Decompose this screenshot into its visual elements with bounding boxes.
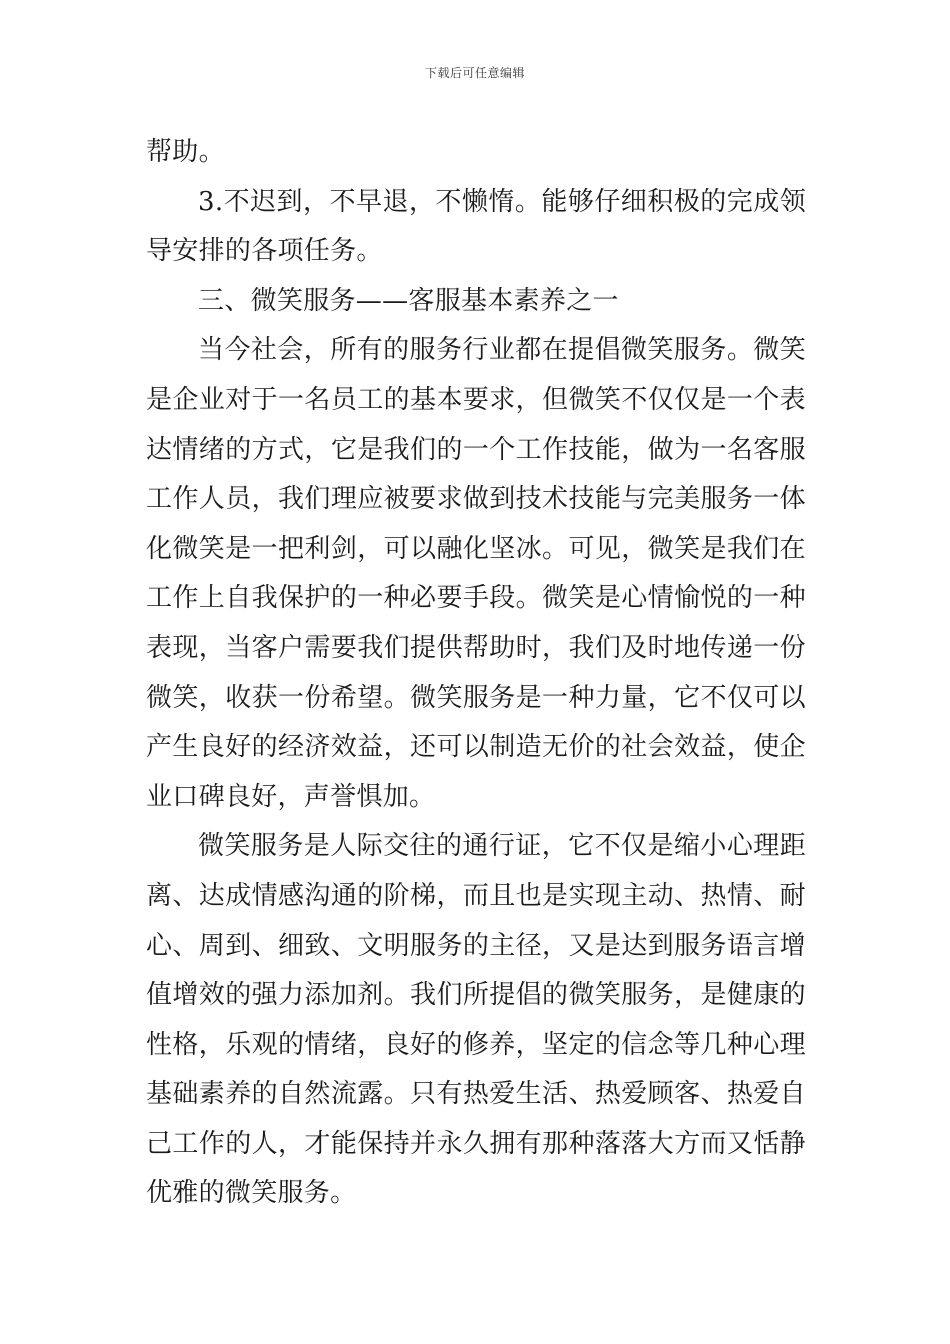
section-heading: 三、微笑服务——客服基本素养之一 [198, 285, 619, 316]
paragraph-continuation: 帮助。 [146, 137, 225, 167]
page-header: 下载后可任意编辑 [424, 66, 525, 80]
document-body [146, 128, 806, 1219]
paragraph-item-3: 3.不迟到，不早退，不懒惰。能够仔细积极的完成领导安排的各项任务。 [146, 186, 806, 267]
paragraph-smile-service-value: 微笑服务是人际交往的通行证，它不仅是缩小心理距离、达成情感沟通的阶梯，而且也是实现主动、热情、耐心、周到、细致、文明服务的主径，又是达到服务语言增值增效的强力添加剂。我们所提倡的微笑服务，是健康的性格，乐观的情绪，良好的修养，坚定的信念等几种心理基础素养的自然流露。只有热爱生活、热爱顾客、热爱自己工作的人，才能保持并永久拥有那种落落大方而又恬静优雅的微笑服务。 [146, 831, 806, 1209]
paragraph-smile-service-intro: 当今社会，所有的服务行业都在提倡微笑服务。微笑是企业对于一名员工的基本要求，但微笑不仅仅是一个表达情绪的方式，它是我们的一个工作技能，做为一名客服工作人员，我们理应被要求做到技术技能与完美服务一体化微笑是一把利剑，可以融化坚冰。可见，微笑是我们在工作上自我保护的一种必要手段。微笑是心情愉悦的一种表现，当客户需要我们提供帮助时，我们及时地传递一份微笑，收获一份希望。微笑服务是一种力量，它不仅可以产生良好的经济效益，还可以制造无价的社会效益，使企业口碑良好，声誉惧加。 [146, 335, 806, 812]
